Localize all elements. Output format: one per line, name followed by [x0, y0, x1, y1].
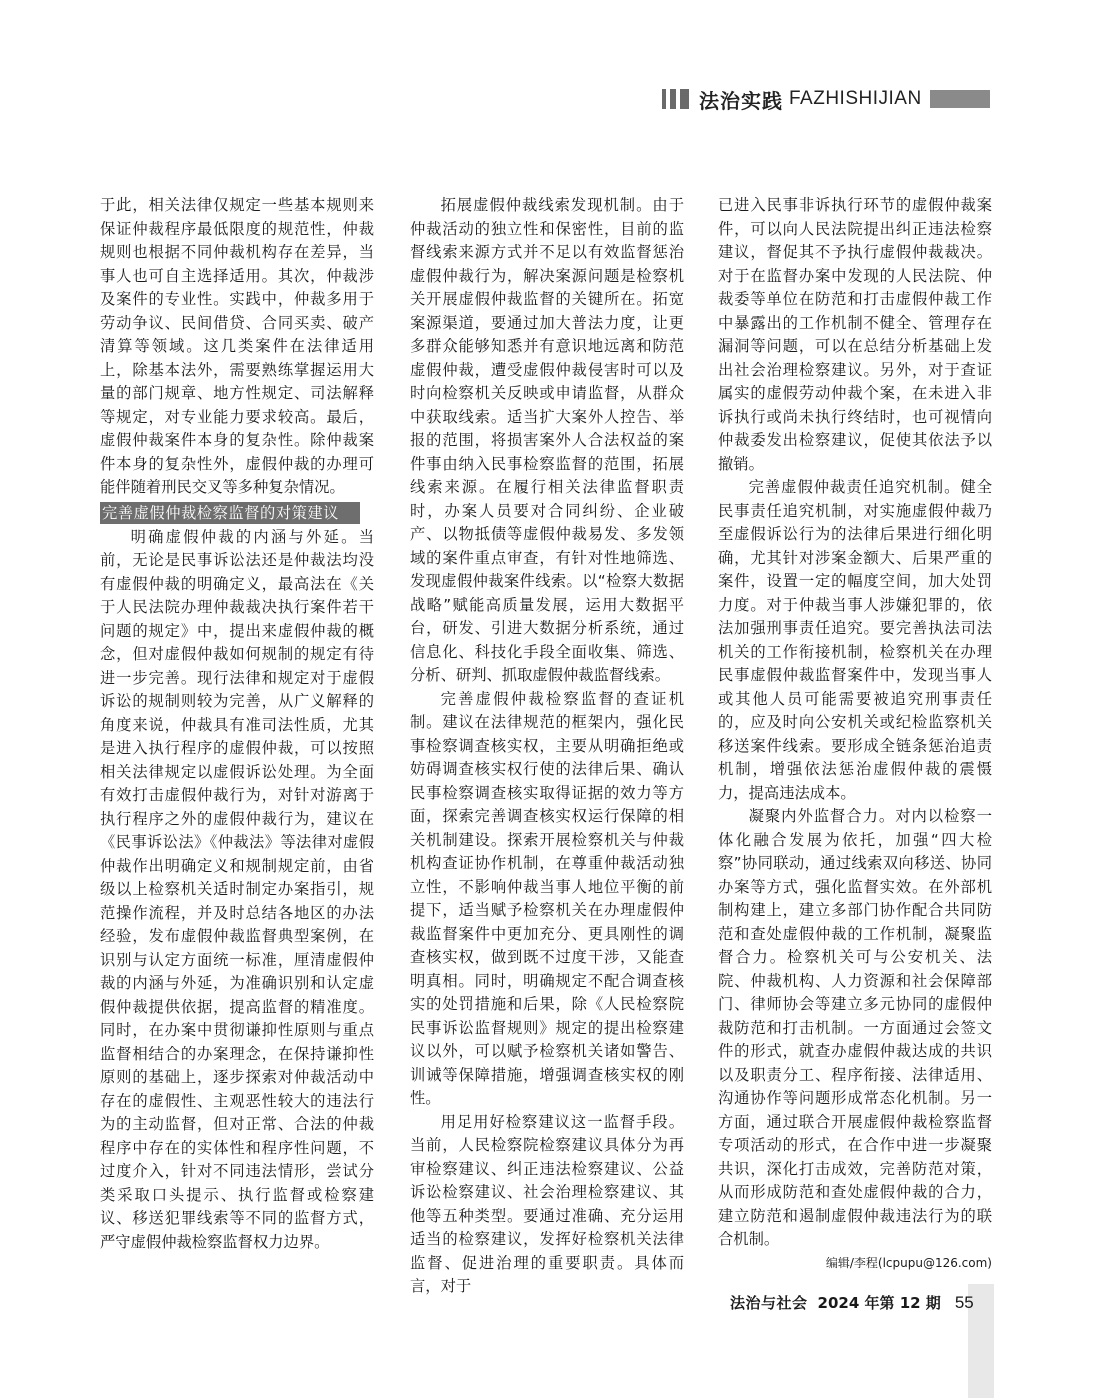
page-number: 55 — [954, 1293, 974, 1312]
section-title-cn: 法治实践 — [699, 88, 783, 113]
paragraph: 于此，相关法律仅规定一些基本规则来保证仲裁程序最低限度的规范性，仲裁规则也根据不同仲裁机构存在差异，当事人也可自主选择适用。其次，仲裁涉及案件的专业性。实践中，仲裁多用于劳动争议、民间借贷、合同买卖、破产清算等领域。这几类案件在法律适用上，除基本法外，需要熟练掌握运用大量的部门规章、地方性规定、司法解释等规定，对专业能力要求较高。最后，虚假仲裁案件本身的复杂性。除仲裁案件本身的复杂性外，虚假仲裁的办理可能伴随着刑民交叉等多种复杂情况。 — [100, 196, 374, 496]
issue-label: 2024 年第 12 期 — [817, 1294, 941, 1312]
text-column-2 — [410, 194, 684, 1299]
subheading: 完善虚假仲裁检察监督的对策建议 — [100, 502, 360, 524]
page-footer — [730, 1292, 974, 1314]
section-title-en: FAZHISHIJIAN — [789, 88, 922, 109]
paragraph: 已进入民事非诉执行环节的虚假仲裁案件，可以向人民法院提出纠正违法检察建议，督促其不予执行虚假仲裁裁决。对于在监督办案中发现的人民法院、仲裁委等单位在防范和打击虚假仲裁工作中暴露出的工作机制不健全、管理存在漏洞等问题，可以在总结分析基础上发出社会治理检察建议。另外，对于查证属实的虚假劳动仲裁个案，在未进入非诉执行或尚未执行终结时，也可视情向仲裁委发出检察建议，促使其依法予以撤销。 — [718, 196, 992, 473]
paragraph: 凝聚内外监督合力。对内以检察一体化融合发展为依托，加强“四大检察”协同联动，通过线索双向移送、协同办案等方式，强化监督实效。在外部机制构建上，建立多部门协作配合共同防范和查处虚假仲裁的工作机制，凝聚监督合力。检察机关可与公安机关、法院、仲裁机构、人力资源和社会保障部门、律师协会等建立多元协同的虚假仲裁防范和打击机制。一方面通过会签文件的形式，就查办虚假仲裁达成的共识以及职责分工、程序衔接、法律适用、沟通协作等问题形成常态化机制。另一方面，通过联合开展虚假仲裁检察监督专项活动的形式，在合作中进一步凝聚共识，深化打击成效，完善防范对策，从而形成防范和查处虚假仲裁的合力，建立防范和遏制虚假仲裁违法行为的联合机制。 — [718, 807, 992, 1248]
paragraph: 完善虚假仲裁责任追究机制。健全民事责任追究机制，对实施虚假仲裁乃至虚假诉讼行为的法律后果进行细化明确，尤其针对涉案金额大、后果严重的案件，设置一定的幅度空间，加大处罚力度。对于仲裁当事人涉嫌犯罪的，依法加强刑事责任追究。要完善执法司法机关的工作衔接机制，检察机关在办理民事虚假仲裁监督案件中，发现当事人或其他人员可能需要被追究刑事责任的，应及时向公安机关或纪检监察机关移送案件线索。要形成全链条惩治追责机制，增强依法惩治虚假仲裁的震慑力，提高违法成本。 — [718, 478, 992, 802]
header-bar-decoration — [662, 89, 666, 109]
section-header — [662, 86, 992, 112]
header-bar-decoration — [670, 89, 676, 109]
magazine-name: 法治与社会 — [730, 1294, 808, 1312]
paragraph: 用足用好检察建议这一监督手段。当前，人民检察院检察建议具体分为再审检察建议、纠正违法检察建议、公益诉讼检察建议、社会治理检察建议、其他等五种类型。要通过准确、充分运用适当的检察建议，发挥好检察机关法律监督、促进治理的重要职责。具体而言，对于 — [410, 1112, 684, 1295]
paragraph: 完善虚假仲裁检察监督的查证机制。建议在法律规范的框架内，强化民事检察调查核实权，主要从明确拒绝或妨碍调查核实权行使的法律后果、确认民事检察调查核实取得证据的效力等方面，探索完善调查核实权运行保障的相关机制建设。探索开展检察机关与仲裁机构查证协作机制，在尊重仲裁活动独立性，不影响仲裁当事人地位平衡的前提下，适当赋予检察机关在办理虚假仲裁监督案件中更加充分、更具刚性的调查核实权，做到既不过度干涉，又能查明真相。同时，明确规定不配合调查核实的处罚措施和后果，除《人民检察院民事诉讼监督规则》规定的提出检察建议以外，可以赋予检察机关诸如警告、训诫等保障措施，增强调查核实权的刚性。 — [410, 689, 684, 1107]
text-column-1 — [100, 194, 374, 1254]
header-tail-bar — [930, 90, 990, 108]
paragraph: 明确虚假仲裁的内涵与外延。当前，无论是民事诉讼法还是仲裁法均没有虚假仲裁的明确定义，最高法在《关于人民法院办理仲裁裁决执行案件若干问题的规定》中，提出来虚假仲裁的概念，但对虚假仲裁如何规制的规定有待进一步完善。现行法律和规定对于虚假诉讼的规制则较为完善，从广义解释的角度来说，仲裁具有准司法性质，尤其是进入执行程序的虚假仲裁，可以按照相关法律规定以虚假诉讼处理。为全面有效打击虚假仲裁行为，对针对游离于执行程序之外的虚假仲裁行为，建议在《民事诉讼法》《仲裁法》等法律对虚假仲裁作出明确定义和规制规定前，由省级以上检察机关适时制定办案指引，规范操作流程，并及时总结各地区的办法经验，发布虚假仲裁监督典型案例，在识别与认定方面统一标准，厘清虚假仲裁的内涵与外延，为准确识别和认定虚假仲裁提供依据，提高监督的精准度。同时，在办案中贯彻谦抑性原则与重点监督相结合的办案理念，在保持谦抑性原则的基础上，逐步探索对仲裁活动中存在的虚假性、主观恶性较大的违法行为的主动监督，但对正常、合法的仲裁程序中存在的实体性和程序性问题，不过度介入，针对不同违法情形，尝试分类采取口头提示、执行监督或检察建议、移送犯罪线索等不同的监督方式，严守虚假仲裁检察监督权力边界。 — [100, 527, 374, 1251]
paragraph: 拓展虚假仲裁线索发现机制。由于仲裁活动的独立性和保密性，目前的监督线索来源方式并不足以有效监督惩治虚假仲裁行为，解决案源问题是检察机关开展虚假仲裁监督的关键所在。拓宽案源渠道，要通过加大普法力度，让更多群众能够知悉并有意识地远离和防范虚假仲裁，遭受虚假仲裁侵害时可以及时向检察机关反映或申请监督，从群众中获取线索。适当扩大案外人控告、举报的范围，将损害案外人合法权益的案件事由纳入民事检察监督的范围，拓展线索来源。在履行相关法律监督职责时，办案人员要对合同纠纷、企业破产、以物抵债等虚假仲裁易发、多发领域的案件重点审查，有针对性地筛选、发现虚假仲裁案件线索。以“检察大数据战略”赋能高质量发展，运用大数据平台，研发、引进大数据分析系统，通过信息化、科技化手段全面收集、筛选、分析、研判、抓取虚假仲裁监督线索。 — [410, 196, 684, 684]
editor-credit: 编辑/李程(lcpupu@126.com) — [825, 1255, 992, 1270]
header-bar-decoration — [680, 89, 689, 109]
text-column-3 — [718, 194, 992, 1272]
